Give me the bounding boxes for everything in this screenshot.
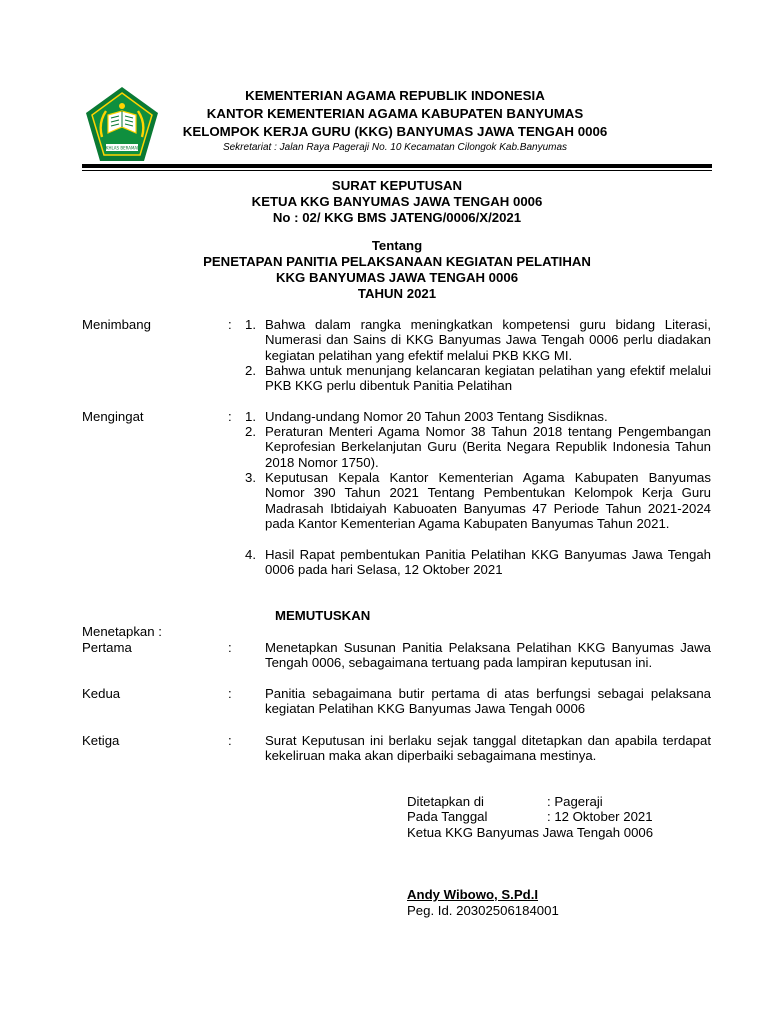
considering-label: Menimbang (82, 317, 151, 332)
decision-text: Surat Keputusan ini berlaku sejak tanggal ditetapkan dan apabila terdapat kekeliruan maka akan diperbaiki sebagaimana mestinya. (265, 733, 711, 764)
decides-heading: MEMUTUSKAN (275, 608, 371, 623)
decree-title-line1: SURAT KEPUTUSAN (331, 178, 463, 193)
place-value: : Pageraji (547, 794, 603, 809)
colon: : (228, 733, 232, 748)
recalling-label: Mengingat (82, 409, 144, 424)
item-text: Peraturan Menteri Agama Nomor 38 Tahun 2018 tentang Pengembangan Keprofesian Berkelanjutan Guru (Berita Negara Republik Indonesia Tahun 2018 Nomor 1750). (265, 424, 711, 470)
header-divider-thick (82, 164, 712, 168)
item-text: Undang-undang Nomor 20 Tahun 2003 Tentang Sisdiknas. (265, 409, 608, 424)
signature-place (407, 794, 603, 809)
date-label: Pada Tanggal (407, 809, 488, 824)
date-value: : 12 Oktober 2021 (547, 809, 653, 824)
stipulating-label: Menetapkan : (82, 624, 162, 639)
item-number: 1. (245, 317, 256, 332)
header-divider-thin (82, 170, 712, 171)
item-number: 4. (245, 547, 256, 562)
letterhead (160, 87, 630, 155)
item-number: 2. (245, 363, 256, 378)
item-number: 3. (245, 470, 256, 485)
subject-line2: PENETAPAN PANITIA PELAKSANAAN KEGIATAN PELATIHAN (203, 254, 591, 269)
decision-label: Pertama (82, 640, 132, 655)
decision-text: Panitia sebagaimana butir pertama di atas berfungsi sebagai pelaksana kegiatan Pelatihan KKG Banyumas Jawa Tengah 0006 (265, 686, 711, 717)
colon: : (228, 686, 232, 701)
decree-subject (82, 238, 712, 302)
logo-motto: IKHLAS BERAMAL (104, 145, 140, 151)
decision-label: Kedua (82, 686, 121, 701)
letterhead-address: Sekretariat : Jalan Raya Pageraji No. 10 Kecamatan Cilongok Kab.Banyumas (222, 142, 568, 153)
subject-about: Tentang (371, 238, 423, 253)
colon: : (228, 409, 232, 424)
ministry-logo-icon (84, 85, 160, 163)
letterhead-office: KANTOR KEMENTERIAN AGAMA KABUPATEN BANYUMAS (206, 106, 584, 121)
item-text: Bahwa untuk menunjang kelancaran kegiatan pelatihan yang efektif melalui PKB KKG perlu dibentuk Panitia Pelatihan (265, 363, 711, 394)
item-text: Bahwa dalam rangka meningkatkan kompetensi guru bidang Literasi, Numerasi dan Sains di KKG Banyumas Jawa Tengah 0006 perlu diadakan kegiatan pelatihan yang efektif melalui PKB KKG MI. (265, 317, 711, 363)
item-number: 1. (245, 409, 256, 424)
subject-line3: KKG BANYUMAS JAWA TENGAH 0006 (275, 270, 519, 285)
decree-title (82, 178, 712, 226)
signatory-name: Andy Wibowo, S.Pd.I (407, 887, 539, 902)
colon: : (228, 640, 232, 655)
decree-number: No : 02/ KKG BMS JATENG/0006/X/2021 (272, 210, 522, 225)
place-label: Ditetapkan di (407, 794, 484, 809)
letterhead-ministry: KEMENTERIAN AGAMA REPUBLIK INDONESIA (245, 88, 545, 103)
decision-label: Ketiga (82, 733, 120, 748)
subject-year: TAHUN 2021 (357, 286, 437, 301)
signature-date (407, 809, 653, 824)
decree-title-line2: KETUA KKG BANYUMAS JAWA TENGAH 0006 (251, 194, 543, 209)
signatory-position: Ketua KKG Banyumas Jawa Tengah 0006 (407, 825, 654, 840)
colon: : (228, 317, 232, 332)
item-text: Hasil Rapat pembentukan Panitia Pelatihan KKG Banyumas Jawa Tengah 0006 pada hari Selasa, 12 Oktober 2021 (265, 547, 711, 578)
item-number: 2. (245, 424, 256, 439)
decision-text: Menetapkan Susunan Panitia Pelaksana Pelatihan KKG Banyumas Jawa Tengah 0006, sebagaimana tertuang pada lampiran keputusan ini. (265, 640, 711, 671)
item-text: Keputusan Kepala Kantor Kementerian Agama Kabupaten Banyumas Nomor 390 Tahun 2021 Tentang Pembentukan Kelompok Kerja Guru Madrasah Ibtidaiyah Kabuoaten Banyumas 47 Periode Tahun 2021-2024 pada Kantor Kementerian Agama Kabupaten Banyumas Tahun 2021. (265, 470, 711, 531)
signatory-id: Peg. Id. 20302506184001 (407, 903, 559, 918)
letterhead-group: KELOMPOK KERJA GURU (KKG) BANYUMAS JAWA TENGAH 0006 (182, 124, 608, 139)
